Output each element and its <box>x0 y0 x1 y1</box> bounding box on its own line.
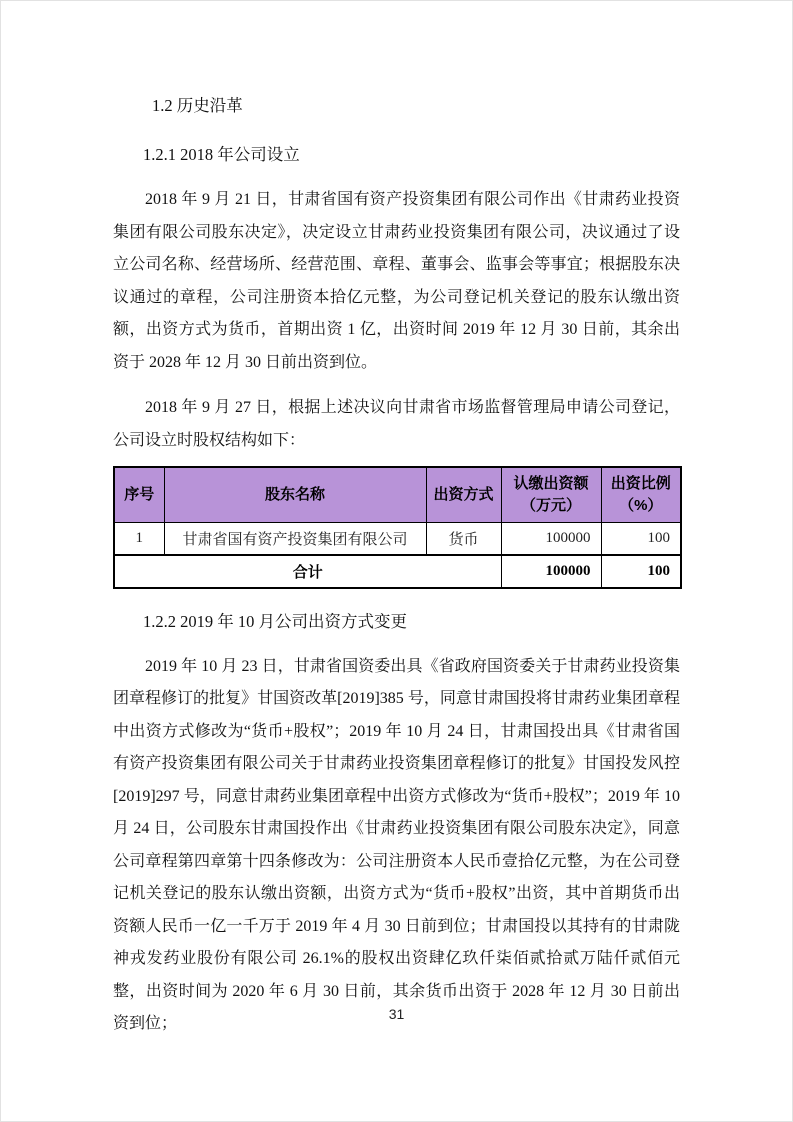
col-header-amount: 认缴出资额（万元） <box>501 467 601 522</box>
cell-amount: 100000 <box>501 522 601 555</box>
cell-shareholder: 甘肃省国有资产投资集团有限公司 <box>164 522 426 555</box>
subsection-heading-2019-change: 1.2.2 2019 年 10 月公司出资方式变更 <box>143 611 407 631</box>
col-header-ratio: 出资比例（%） <box>601 467 681 522</box>
col-header-index: 序号 <box>114 467 164 522</box>
page-number: 31 <box>388 1006 405 1022</box>
subsection-heading-2018-founding: 1.2.1 2018 年公司设立 <box>143 145 300 164</box>
table-header-row <box>114 467 681 522</box>
paragraph-2019-change: 2019 年 10 月 23 日，甘肃省国资委出具《省政府国资委关于甘肃药业投资集团章程修订的批复》甘国资改革[2019]385 号，同意甘肃国投将甘肃药业集团章程中出资方式修改为“货币+股权”；2019 年 10 月 24 日，甘肃国投出具《甘肃省国有资产投资集团有限公司关于甘肃药业投资集团章程修订的批复》甘国投发风控[2019]297 号，同意甘肃药业集团章程中出资方式修改为“货币+股权”；2019 年 10 月 24 日，公司股东甘肃国投作出《甘肃药业投资集团有限公司股东决定》，同意公司章程第四章第十四条修改为：公司注册资本人民币壹拾亿元整，为在公司登记机关登记的股东认缴出资额，出资方式为“货币+股权”出资，其中首期货币出资额人民币一亿一千万于 2019 年 4 月 30 日前到位；甘肃国投以其持有的甘肃陇神戎发药业股份有限公司 26.1%的股权出资肆亿玖仟柒佰贰拾贰万陆仟贰佰元整，出资时间为 2020 年 6 月 30 日前，其余货币出资于 2028 年 12 月 30 日前出资到位； <box>113 657 680 1032</box>
cell-total-amount: 100000 <box>501 555 601 588</box>
col-header-shareholder: 股东名称 <box>164 467 426 522</box>
cell-method: 货币 <box>426 522 501 555</box>
table-row <box>114 522 681 555</box>
table-total-row <box>114 555 681 588</box>
cell-ratio: 100 <box>601 522 681 555</box>
page-content <box>113 0 680 1041</box>
equity-structure-table <box>113 466 682 589</box>
paragraph-2018-09-21: 2018 年 9 月 21 日，甘肃省国有资产投资集团有限公司作出《甘肃药业投资集团有限公司股东决定》，决定设立甘肃药业投资集团有限公司，决议通过了设立公司名称、经营场所、经营范围、章程、董事会、监事会等事宜；根据股东决议通过的章程，公司注册资本拾亿元整，为公司登记机关登记的股东认缴出资额，出资方式为货币，首期出资 1 亿，出资时间 2019 年 12 月 30 日前，其余出资于 2028 年 12 月 30 日前出资到位。 <box>113 191 680 371</box>
col-header-method: 出资方式 <box>426 467 501 522</box>
equity-structure-table-wrap <box>113 466 680 589</box>
paragraph-2018-09-27: 2018 年 9 月 27 日，根据上述决议向甘肃省市场监督管理局申请公司登记，公司设立时股权结构如下： <box>113 399 680 449</box>
cell-total-label: 合计 <box>114 555 501 588</box>
cell-total-ratio: 100 <box>601 555 681 588</box>
cell-index: 1 <box>114 522 164 555</box>
section-heading-history: 1.2 历史沿革 <box>152 96 243 115</box>
